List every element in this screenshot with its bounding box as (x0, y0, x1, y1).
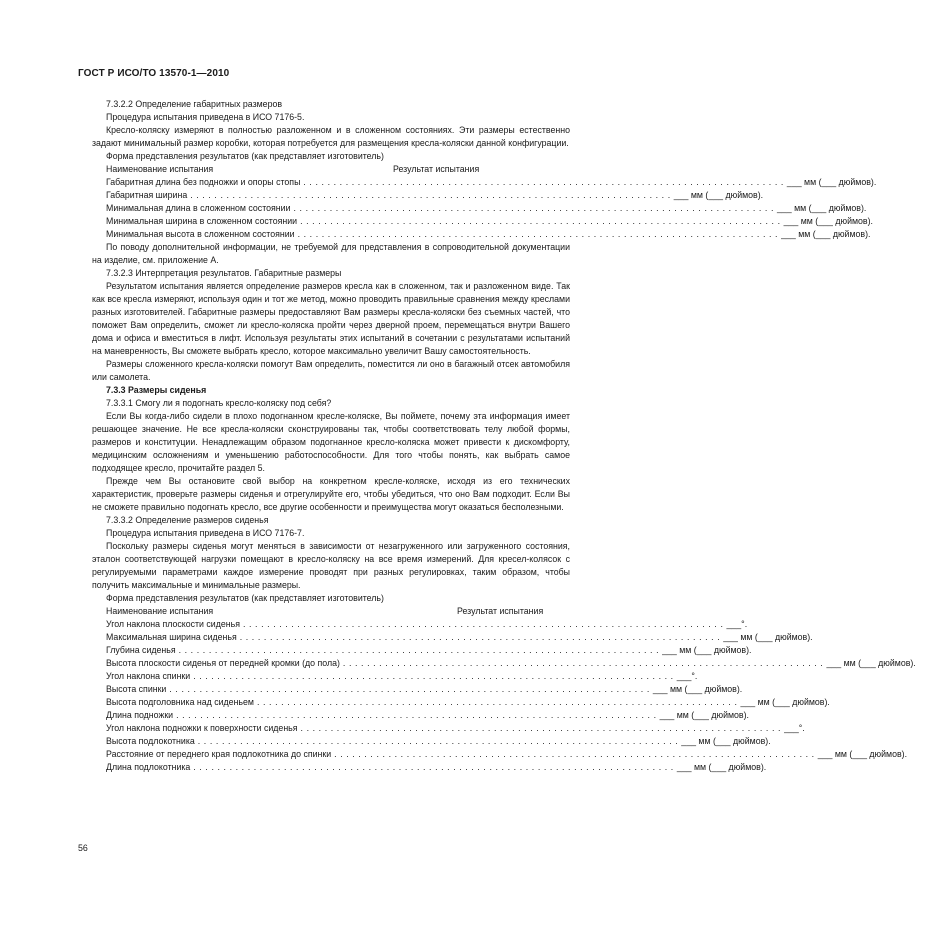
page-number: 56 (78, 843, 88, 853)
dot-leader: ................................................................................ (178, 645, 663, 655)
dot-leader: ................................................................................ (303, 177, 787, 187)
row-result: ___ мм (___ дюймов). (673, 190, 764, 200)
table-row (106, 618, 748, 631)
paragraph: Прежде чем Вы остановите свой выбор на конкретном кресле-коляске, исходя из его технических характеристик, проверьте размеры сиденья и отрегулируйте его, чтобы убедиться, что оно Вам подходит. Если Вы не сможете правильно подогнать кресло, все другие особенности и преимущества могут оказаться бесполезными. (92, 476, 570, 512)
dot-leader: ................................................................................ (190, 190, 674, 200)
section-heading-7-3-2-2: 7.3.2.2 Определение габаритных размеров (106, 99, 283, 109)
row-result: ___°. (726, 619, 748, 629)
row-test-name: Угол наклона спинки (106, 671, 191, 681)
page-body (92, 98, 916, 774)
row-result: ___ мм (___ дюймов). (783, 216, 873, 226)
row-test-name: Высота плоскости сиденья от передней кромки (до пола) (106, 658, 340, 668)
row-test-name: Минимальная ширина в сложенном состоянии (106, 216, 298, 226)
table-row (106, 735, 771, 748)
paragraph: Результатом испытания является определение размеров кресла как в сложенном, так и разложенном виде. Так как все кресла измеряют, используя один и тот же метод, можно проводить правильные сравнения между креслами разных изготовителей. Габаритные размеры предоставляют Вам размеры кресла-коляски без съемных частей, что поможет Вам определить, сможет ли кресло-коляска пройти через дверной проем, перемещаться внутри Вашего дома и офиса и вместиться в лифт. Используя результаты этих испытаний в сочетании с результатами испытаний на маневренность, Вы сможете выбрать кресло, которое максимально увеличит Вашу самостоятельность. (92, 281, 570, 356)
row-result: ___ мм (___ дюймов). (723, 632, 813, 642)
table-header (106, 163, 506, 176)
dot-leader: ................................................................................ (193, 671, 677, 681)
column-header-result: Результат испытания (457, 606, 544, 616)
row-test-name: Габаритная ширина (106, 190, 188, 200)
dot-leader: ................................................................................ (297, 229, 782, 239)
table-row (106, 748, 908, 761)
row-test-name: Угол наклона плоскости сиденья (106, 619, 240, 629)
row-test-name: Высота спинки (106, 684, 167, 694)
table-row (106, 189, 764, 202)
table-row (106, 670, 698, 683)
paragraph: Форма представления результатов (как представляет изготовитель) (106, 593, 384, 603)
dot-leader: ................................................................................ (242, 619, 727, 629)
dot-leader: ................................................................................ (256, 697, 741, 707)
row-result: ___ мм (___ дюймов). (676, 762, 767, 772)
row-result: ___ мм (___ дюймов). (681, 736, 771, 746)
row-test-name: Минимальная высота в сложенном состоянии (106, 229, 295, 239)
table-header (106, 605, 570, 618)
row-test-name: Максимальная ширина сиденья (106, 632, 237, 642)
column-header-name: Наименование испытания (106, 164, 214, 174)
row-result: ___ мм (___ дюймов). (652, 684, 743, 694)
dot-leader: ................................................................................ (300, 216, 784, 226)
paragraph: Если Вы когда-либо сидели в плохо подогнанном кресле-коляске, Вы поймете, почему эта информация имеет решающее значение. Не все кресла-коляски сконструированы так, чтобы соответствовать телу любой формы, размеров и конституции. Ненадлежащим образом подогнанное кресло-коляска может привести к дискомфорту, медицинским осложнениям и уменьшению работоспособности. Для того чтобы понять, как выбрать самое подходящее кресло, прочитайте раздел 5. (92, 411, 570, 473)
results-table-dimensions (106, 163, 877, 241)
dot-leader: ................................................................................ (169, 684, 653, 694)
row-result: ___ мм (___ дюймов). (740, 697, 830, 707)
row-test-name: Высота подголовника над сиденьем (106, 697, 254, 707)
row-result: ___°. (784, 723, 805, 733)
paragraph: Размеры сложенного кресла-коляски помогут Вам определить, поместится ли оно в багажный отсек автомобиля или самолета. (92, 359, 570, 382)
table-row (106, 228, 871, 241)
table-row (106, 176, 877, 189)
row-test-name: Минимальная длина в сложенном состоянии (106, 203, 291, 213)
row-test-name: Габаритная длина без подножки и опоры стопы (106, 177, 301, 187)
row-test-name: Угол наклона подножки к поверхности сиденья (106, 723, 298, 733)
row-test-name: Расстояние от переднего края подлокотника до спинки (106, 749, 332, 759)
dot-leader: ................................................................................ (239, 632, 724, 642)
row-test-name: Глубина сиденья (106, 645, 176, 655)
row-test-name: Длина подножки (106, 710, 174, 720)
paragraph: Поскольку размеры сиденья могут меняться в зависимости от незагруженного или загруженного состояния, эталон соответствующей нагрузки помещают в кресло-коляску на все время измерений. Для кресел-колясок с регулируемыми параметрами каждое измерение проводят при разных регулировках, таким образом, чтобы получить максимальные и минимальные размеры. (92, 541, 570, 590)
table-row (106, 761, 767, 774)
table-row (106, 696, 830, 709)
column-header-result: Результат испытания (393, 164, 480, 174)
section-heading-7-3-2-3: 7.3.2.3 Интерпретация результатов. Габаритные размеры (106, 268, 342, 278)
paragraph: Кресло-коляску измеряют в полностью разложенном и в сложенном состояниях. Эти размеры естественно задают минимальный размер коробки, которая потребуется для размещения кресла-коляски данной конфигурации. (92, 125, 570, 148)
dot-leader: ................................................................................ (197, 736, 682, 746)
table-row (106, 215, 873, 228)
section-heading-7-3-3-1: 7.3.3.1 Смогу ли я подогнать кресло-коляску под себя? (106, 398, 332, 408)
row-test-name: Высота подлокотника (106, 736, 195, 746)
dot-leader: ................................................................................ (300, 723, 785, 733)
row-result: ___ мм (___ дюймов). (817, 749, 908, 759)
dot-leader: ................................................................................ (342, 658, 827, 668)
row-result: ___ мм (___ дюймов). (659, 710, 749, 720)
table-row (106, 202, 867, 215)
row-result: ___ мм (___ дюймов). (662, 645, 752, 655)
table-row (106, 683, 743, 696)
row-test-name: Длина подлокотника (106, 762, 191, 772)
dot-leader: ................................................................................ (193, 762, 677, 772)
paragraph: Процедура испытания приведена в ИСО 7176-5. (106, 112, 305, 122)
table-row (106, 631, 813, 644)
table-row (106, 709, 749, 722)
paragraph: Процедура испытания приведена в ИСО 7176-7. (106, 528, 305, 538)
table-row (106, 722, 805, 735)
row-result: ___ мм (___ дюймов). (786, 177, 877, 187)
section-heading-7-3-3-2: 7.3.3.2 Определение размеров сиденья (106, 515, 269, 525)
results-table-seat (106, 605, 916, 774)
document-header: ГОСТ Р ИСО/ТО 13570-1—2010 (78, 68, 230, 79)
table-row (106, 644, 752, 657)
row-result: ___ мм (___ дюймов). (781, 229, 871, 239)
column-header-name: Наименование испытания (106, 606, 214, 616)
paragraph: По поводу дополнительной информации, не требуемой для представления в сопроводительной документации на изделие, см. приложение А. (92, 242, 570, 265)
dot-leader: ................................................................................ (293, 203, 778, 213)
table-row (106, 657, 916, 670)
row-result: ___ мм (___ дюймов). (826, 658, 916, 668)
section-heading-7-3-3: 7.3.3 Размеры сиденья (106, 385, 207, 395)
paragraph: Форма представления результатов (как представляет изготовитель) (106, 151, 384, 161)
row-result: ___ мм (___ дюймов). (777, 203, 867, 213)
row-result: ___°. (676, 671, 698, 681)
dot-leader: ................................................................................ (176, 710, 660, 720)
dot-leader: ................................................................................ (334, 749, 818, 759)
